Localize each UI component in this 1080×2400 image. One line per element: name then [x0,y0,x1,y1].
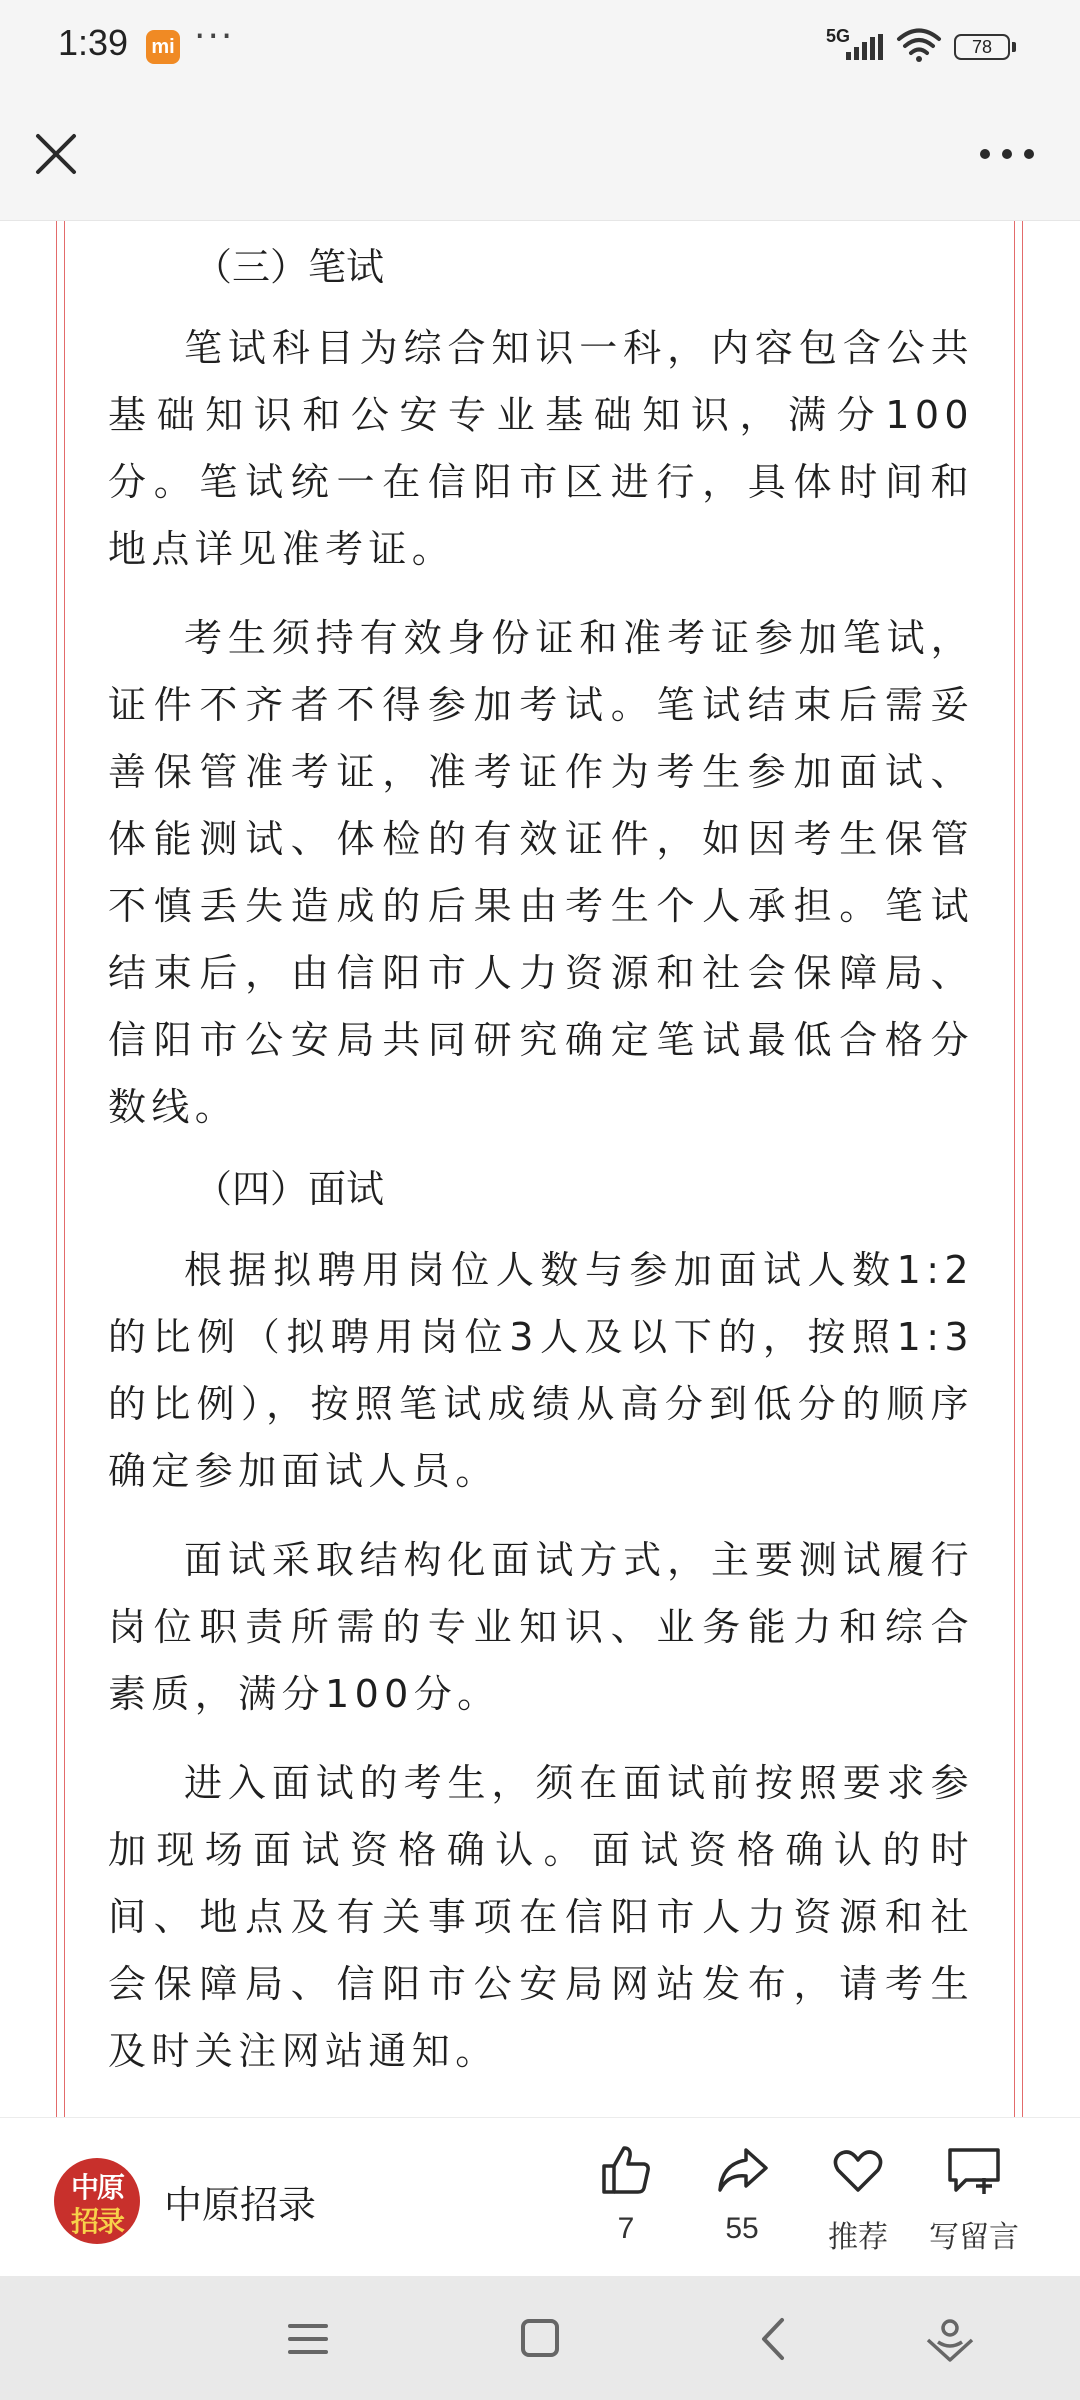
avatar-logo-text: 中原 [70,2171,123,2204]
share-button[interactable] [682,2142,802,2246]
back-icon[interactable] [744,2314,804,2364]
top-toolbar [0,92,1080,221]
comment-label: 写留言 [929,2221,1019,2254]
left-border-line [56,221,57,2117]
comment-add-icon [944,2142,1004,2198]
account-avatar[interactable] [54,2158,140,2244]
system-nav-bar [0,2276,1080,2400]
mi-app-icon: mi [146,30,180,64]
paragraph: 面试采取结构化面试方式，主要测试履行岗位职责所需的专业知识、业务能力和综合素质，满分100分。 [108,1538,974,1716]
thumbs-up-icon [598,2142,654,2198]
menu-icon[interactable] [278,2314,338,2364]
left-border-line-inner [64,221,65,2117]
like-button[interactable] [566,2142,686,2246]
signal-icon [846,34,886,62]
article-content [0,221,1080,2117]
account-name[interactable]: 中原招录 [164,2183,317,2227]
bottom-action-bar [0,2117,1080,2276]
article-text [108,221,974,2174]
battery-indicator: 78 [954,34,1010,60]
avatar-logo-text: 招录 [70,2205,123,2238]
paragraph: 根据拟聘用岗位人数与参加面试人数1:2的比例（拟聘用岗位3人及以下的，按照1:3的比例），按照笔试成绩从高分到低分的顺序确定参加面试人员。 [108,1248,974,1493]
right-border-line [1022,221,1023,2117]
paragraph: 进入面试的考生，须在面试前按照要求参加现场面试资格确认。面试资格确认的时间、地点及有关事项在信阳市人力资源和社会保障局、信阳市公安局网站发布，请考生及时关注网站通知。 [108,1761,974,2073]
wifi-icon [896,28,942,62]
section-heading: （三）笔试 [194,245,385,289]
share-count: 55 [725,2212,759,2245]
paragraph: 考生须持有效身份证和准考证参加笔试，证件不齐者不得参加考试。笔试结束后需妥善保管准考证，准考证作为考生参加面试、体能测试、体检的有效证件，如因考生保管不慎丢失造成的后果由考生个人承担。笔试结束后，由信阳市人力资源和社会保障局、信阳市公安局共同研究确定笔试最低合格分数线。 [108,616,974,1129]
recommend-button[interactable] [798,2142,918,2256]
recommend-label: 推荐 [828,2221,888,2254]
share-arrow-icon [714,2142,770,2198]
status-bar [0,0,1080,92]
status-time: 1:39 [58,22,129,63]
network-type: 5G [826,26,851,46]
close-icon[interactable] [24,122,88,186]
write-comment-button[interactable] [914,2142,1034,2256]
like-count: 7 [617,2212,635,2245]
assistant-icon[interactable] [920,2314,980,2364]
more-horizontal-icon[interactable] [972,122,1042,186]
paragraph: 笔试科目为综合知识一科，内容包含公共基础知识和公安专业基础知识，满分100分。笔试统一在信阳市区进行，具体时间和地点详见准考证。 [108,326,974,571]
home-icon[interactable] [510,2314,570,2364]
heart-icon [830,2142,886,2198]
battery-tip [1012,42,1016,52]
section-heading: （四）面试 [194,1167,385,1211]
notification-dots: ··· [194,16,235,57]
right-border-line-inner [1014,221,1015,2117]
